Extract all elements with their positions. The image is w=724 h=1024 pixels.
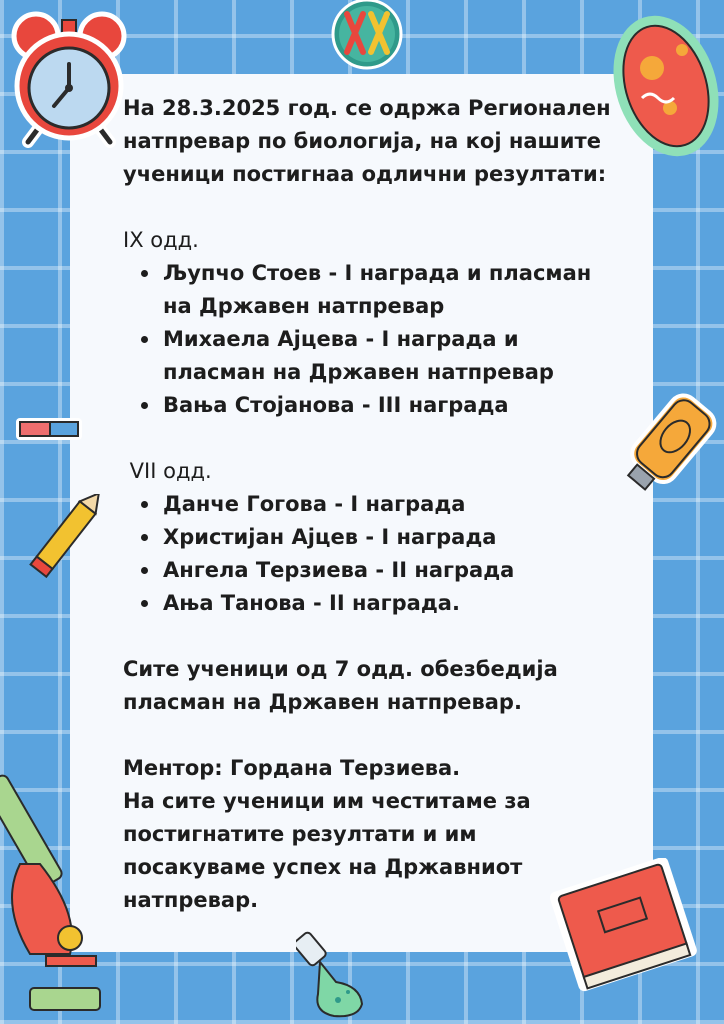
pencil-icon (18, 494, 102, 592)
award-item: Михаела Ајцева - I награда и пласман на Државен натпревар (163, 323, 623, 389)
award-item: Ангела Терзиева - II награда (163, 554, 623, 587)
spacer (123, 620, 623, 653)
eraser-icon (12, 412, 86, 446)
microscope-icon (0, 752, 120, 1024)
award-item: Ања Танова - II награда. (163, 587, 623, 620)
grade-9-label: IX одд. (123, 228, 199, 252)
grade-7-label: VII одд. (123, 459, 212, 483)
grade-9-awards (123, 257, 623, 422)
flask-icon (296, 930, 378, 1020)
grade-7-awards (123, 488, 623, 620)
chromosome-icon (317, 0, 417, 72)
intro-paragraph: На 28.3.2025 год. се одржа Регионален натпревар по биологија, на кој нашите ученици постигнаа одлични резултати: (123, 96, 611, 186)
award-item: Вања Стојанова - III награда (163, 389, 623, 422)
alarm-clock-icon (8, 6, 130, 148)
closing-paragraph: Сите ученици од 7 одд. обезбедија пласман на Државен натпревар. (123, 657, 558, 714)
highlighter-icon (608, 392, 718, 510)
congratulations-paragraph: На сите ученици им честитаме за постигнатите резултати и им посакуваме успех на Државниот натпревар. (123, 789, 531, 912)
bacteria-icon (612, 8, 720, 164)
spacer (123, 191, 623, 224)
award-item: Љупчо Стоев - I награда и пласман на Државен натпревар (163, 257, 623, 323)
spacer (123, 719, 623, 752)
award-item: Христијан Ајцев - I награда (163, 521, 623, 554)
announcement-text (123, 92, 623, 917)
mentor-line: Ментор: Гордана Терзиева. (123, 756, 461, 780)
spacer (123, 422, 623, 455)
award-item: Данче Гогова - I награда (163, 488, 623, 521)
